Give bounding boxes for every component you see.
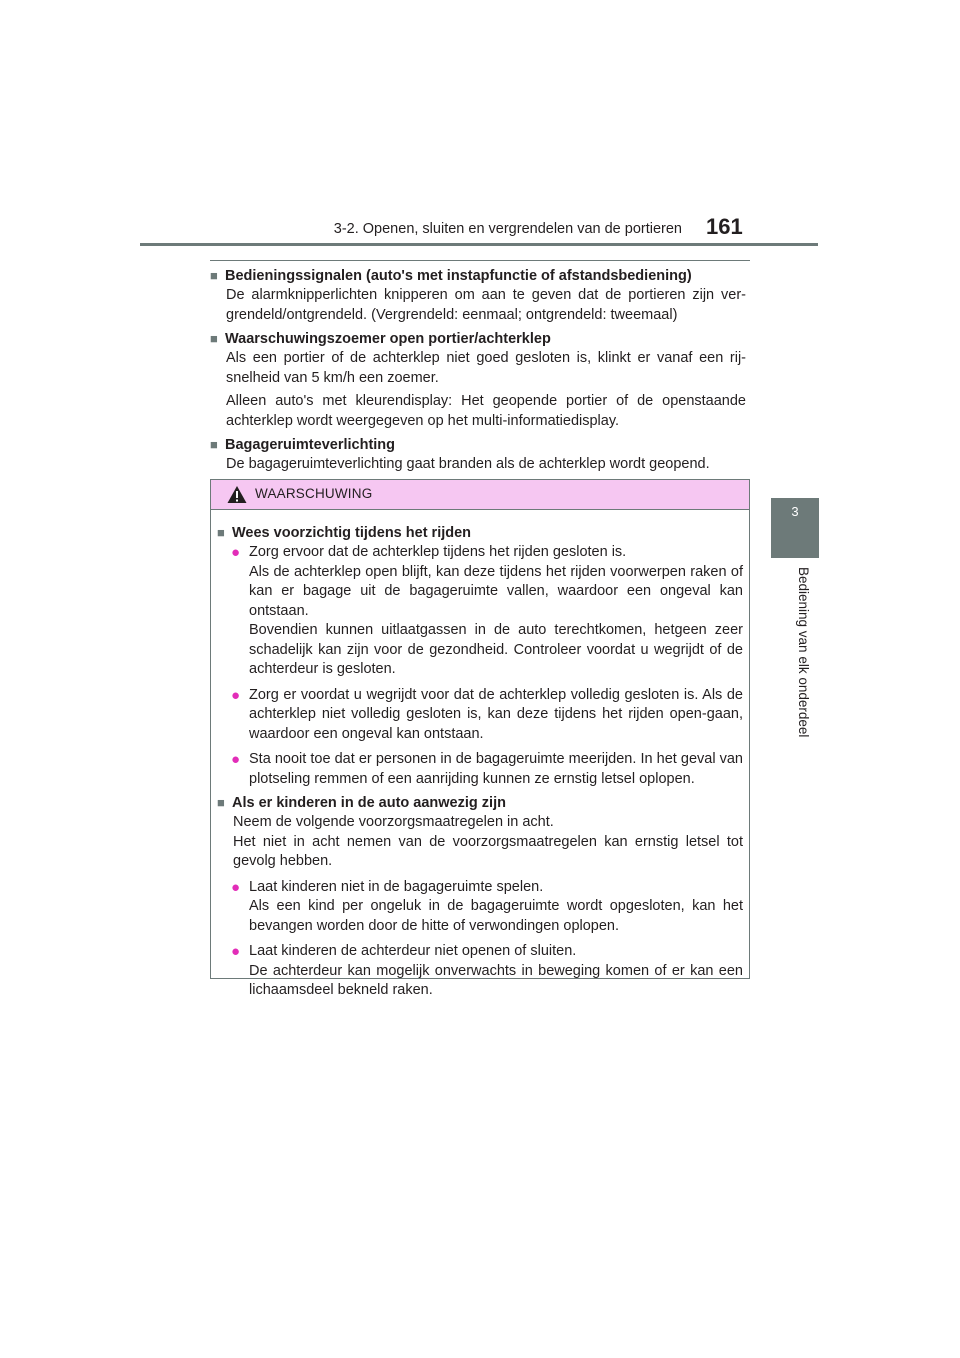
list-item	[231, 750, 743, 789]
bullet-dot-icon: ●	[231, 878, 241, 896]
chapter-label: Bediening van elk onderdeel	[796, 567, 811, 738]
bullet-text: Als een kind per ongeluk in de bagageruimte wordt opgesloten, kan het bevangen worden door de hitte of verwondingen oplopen.	[249, 898, 743, 934]
bullet-text: Laat kinderen niet in de bagageruimte spelen.	[249, 878, 544, 895]
square-bullet-icon: ■	[210, 437, 218, 452]
warning-title: WAARSCHUWING	[255, 486, 373, 501]
bullet-text: De achterdeur kan mogelijk onverwachts in beweging komen of er kan een lichaamsdeel bekneld raken.	[249, 962, 743, 998]
warning-subheading: ■ Als er kinderen in de auto aanwezig zijn	[217, 795, 506, 811]
warning-box	[210, 479, 750, 998]
bullet-dot-icon: ●	[231, 544, 241, 561]
list-item	[231, 878, 743, 937]
section-heading: ■ Waarschuwingszoemer open portier/achterklep	[210, 331, 551, 347]
bullet-text: Zorg er voordat u wegrijdt voor dat de achterklep volledig gesloten is. Als de achterklep niet volledig gesloten is, kan deze tijdens het rijden open-gaan, waardoor een ongeval kan ontstaan.	[249, 686, 743, 742]
square-bullet-icon: ■	[210, 331, 218, 346]
paragraph: Als een portier of de achterklep niet goed gesloten is, klinkt er vanaf een rij-snelheid van 5 km/h een zoemer.	[226, 350, 746, 386]
section-operation-signals	[210, 266, 746, 325]
page-header-title: 3-2. Openen, sluiten en vergrendelen van de portieren	[333, 221, 682, 237]
paragraph: Alleen auto's met kleurendisplay: Het geopende portier of de openstaande achterklep wordt weergegeven op het multi-informatiedisplay.	[226, 393, 746, 429]
section-heading: ■ Bedieningssignalen (auto's met instapfunctie of afstandsbediening)	[210, 268, 692, 284]
warning-subheading: ■ Wees voorzichtig tijdens het rijden	[217, 525, 472, 541]
bullet-dot-icon: ●	[231, 943, 241, 960]
bullet-text: Zorg ervoor dat de achterklep tijdens het rijden gesloten is.	[249, 544, 627, 560]
bullet-dot-icon: ●	[231, 751, 241, 768]
content-top-rule	[210, 260, 750, 261]
chapter-tab[interactable]	[771, 498, 819, 558]
paragraph: De alarmknipperlichten knipperen om aan te geven dat de portieren zijn ver-grendeld/ontgrendeld. (Vergrendeld: eenmaal; ontgrendeld: tweemaal)	[226, 287, 746, 323]
section-luggage-light	[210, 435, 746, 475]
chapter-number: 3	[791, 504, 799, 519]
bullet-text: Sta nooit toe dat er personen in de bagageruimte meerijden. In het geval van plotseling remmen of een aanrijding kunnen ze ernstig letsel oplopen.	[249, 751, 743, 787]
bullet-text: Laat kinderen de achterdeur niet openen of sluiten.	[249, 943, 577, 959]
warning-header	[211, 480, 749, 510]
list-item	[231, 543, 743, 680]
bullet-text: Bovendien kunnen uitlaatgassen in de auto terechtkomen, hetgeen zeer schadelijk kan zijn voor de gezondheid. Controleer voordat u wegrijdt of de achterdeur is gesloten.	[249, 622, 743, 677]
paragraph: De bagageruimteverlichting gaat branden als de achterklep wordt geopend.	[226, 456, 710, 472]
page-number: 161	[706, 214, 743, 239]
list-item	[231, 942, 743, 1001]
square-bullet-icon: ■	[210, 268, 218, 283]
square-bullet-icon: ■	[217, 795, 225, 810]
header-rule	[140, 243, 818, 246]
warning-triangle-icon	[227, 485, 247, 504]
bullet-dot-icon: ●	[231, 686, 241, 704]
paragraph: Neem de volgende voorzorgsmaatregelen in acht.	[233, 814, 554, 830]
section-heading: ■ Bagageruimteverlichting	[210, 437, 396, 453]
bullet-text: Als de achterklep open blijft, kan deze tijdens het rijden voorwerpen raken of kan er bagage uit de bagageruimte vallen, waardoor een ongeval kan ontstaan.	[249, 563, 743, 619]
paragraph: Het niet in acht nemen van de voorzorgsmaatregelen kan ernstig letsel tot gevolg hebben.	[233, 833, 743, 869]
section-warning-buzzer	[210, 329, 746, 431]
list-item	[231, 686, 743, 745]
main-content	[210, 266, 746, 475]
warning-body	[211, 510, 749, 1001]
square-bullet-icon: ■	[217, 525, 225, 540]
